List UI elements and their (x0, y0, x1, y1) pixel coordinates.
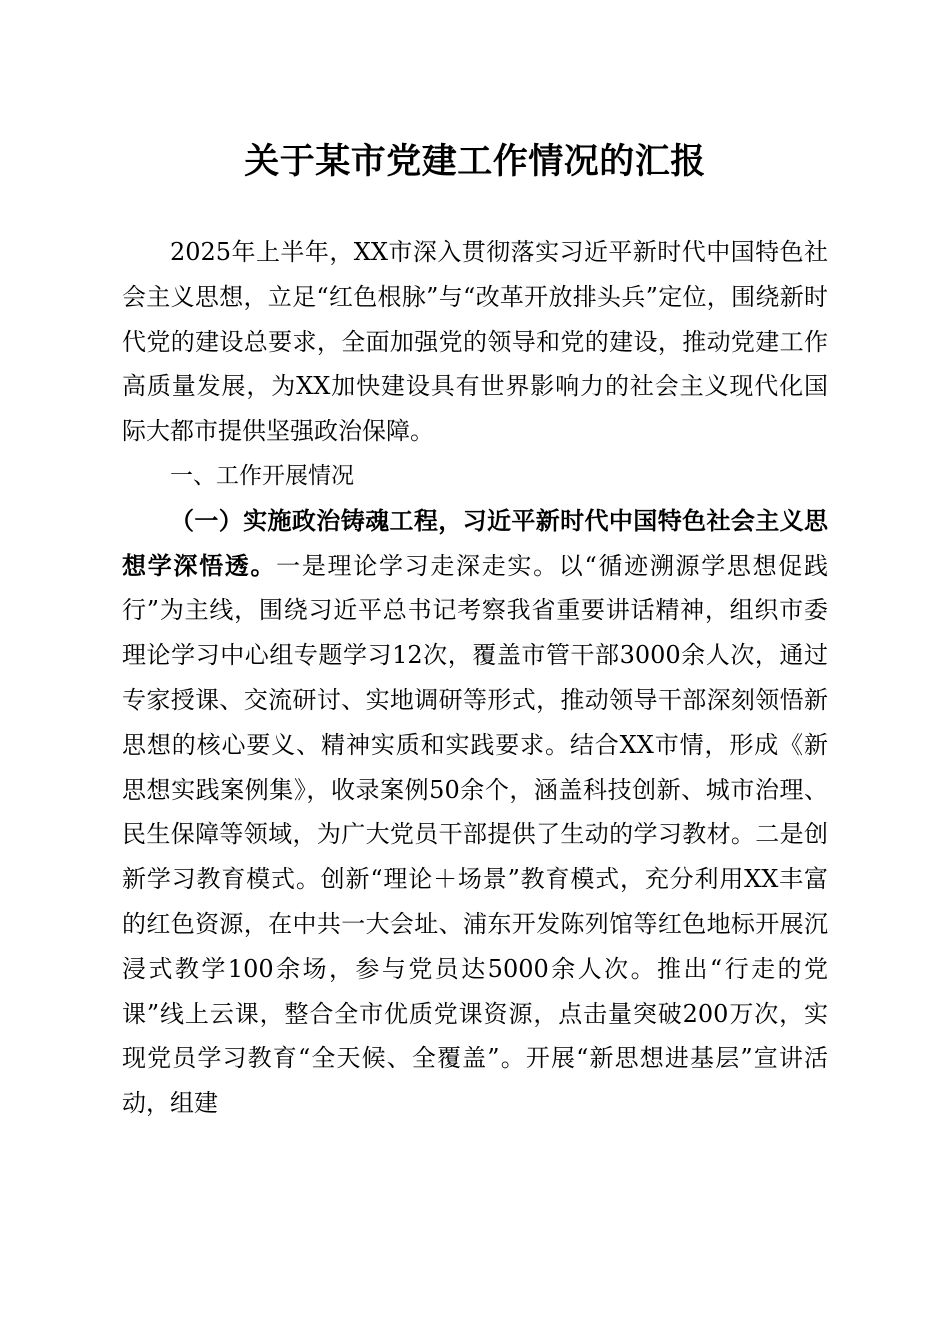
document-title: 关于某市党建工作情况的汇报 (244, 141, 706, 182)
intro-paragraph: 2025年上半年，XX市深入贯彻落实习近平新时代中国特色社会主义思想，立足“红色根脉”与“改革开放排头兵”定位，围绕新时代党的建设总要求，全面加强党的领导和党的建设，推动党建工作高质量发展，为XX加快建设具有世界影响力的社会主义现代化国际大都市提供坚强政治保障。 (122, 238, 828, 446)
section-heading: 一、工作开展情况 (170, 462, 354, 489)
subsection-paragraph (122, 499, 828, 1126)
subsection-lead: （一）实施政治铸魂工程，习近平新时代中国特色社会主义思想学深悟透。 (122, 505, 828, 580)
document-body (122, 136, 828, 1126)
subsection-body: 一是理论学习走深走实。以“循迹溯源学思想促践行”为主线，围绕习近平总书记考察我省重要讲话精神，组织市委理论学习中心组专题学习12次，覆盖市管干部3000余人次，通过专家授课、交流研讨、实地调研等形式，推动领导干部深刻领悟新思想的核心要义、精神实质和实践要求。结合XX市情，形成《新思想实践案例集》，收录案例50余个，涵盖科技创新、城市治理、民生保障等领域，为广大党员干部提供了生动的学习教材。二是创新学习教育模式。创新“理论＋场景”教育模式，充分利用XX丰富的红色资源，在中共一大会址、浦东开发陈列馆等红色地标开展沉浸式教学100余场，参与党员达5000余人次。推出“行走的党课”线上云课，整合全市优质党课资源，点击量突破200万次，实现党员学习教育“全天候、全覆盖”。开展“新思想进基层”宣讲活动，组建 (122, 551, 828, 1118)
